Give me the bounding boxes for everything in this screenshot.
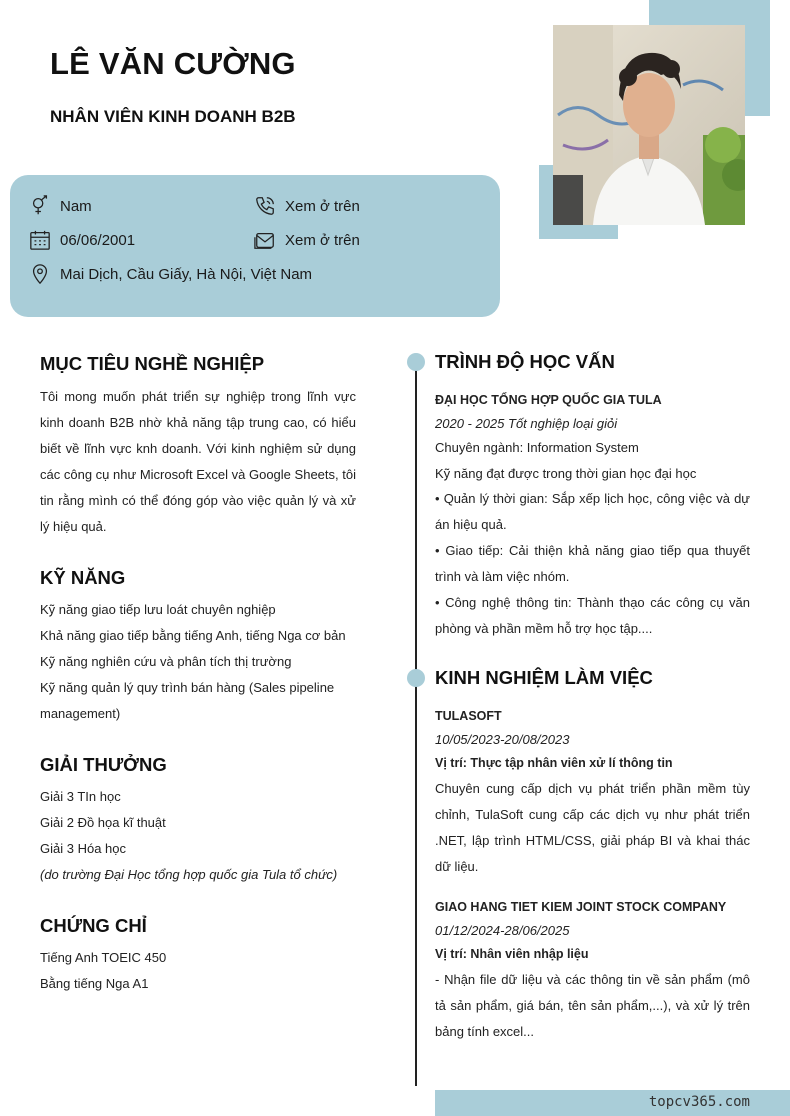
candidate-name: LÊ VĂN CƯỜNG [50,46,296,81]
skill-item: management) [40,706,121,721]
contact-birthday [29,229,135,251]
job-role: Vị trí: Nhân viên nhập liệu [435,947,589,961]
job-role: Vị trí: Thực tập nhân viên xử lí thông tin [435,756,673,770]
phone-icon [254,195,276,217]
certificate-item: Tiếng Anh TOEIC 450 [40,950,167,965]
skill-item: Kỹ năng giao tiếp lưu loát chuyên nghiệp [40,602,276,617]
address-value: Mai Dịch, Cầu Giấy, Hà Nội, Việt Nam [60,265,313,283]
skill-item: Khả năng giao tiếp bằng tiếng Anh, tiếng Nga cơ bản [40,628,346,643]
watermark: topcv365.com [648,1094,750,1110]
skill-item: Kỹ năng quản lý quy trình bán hàng (Sales pipeline [40,680,335,695]
job-period: 01/12/2024-28/06/2025 [435,923,570,938]
award-item: Giải 3 Hóa học [40,841,126,856]
skill-item: Kỹ năng nghiên cứu và phân tích thị trường [40,654,292,669]
location-icon [29,263,51,285]
contact-phone [254,195,360,217]
awards-title: GIẢI THƯỞNG [40,754,167,775]
certificates-title: CHỨNG CHỈ [40,915,147,936]
job-company: GIAO HANG TIET KIEM JOINT STOCK COMPANY [435,900,727,914]
education-skills-intro: Kỹ năng đạt được trong thời gian học đại học [435,466,697,481]
job-period: 10/05/2023-20/08/2023 [435,732,570,747]
calendar-icon [29,229,51,251]
phone-value: Xem ở trên [285,197,360,215]
skills-title: KỸ NĂNG [40,567,126,588]
job-company: TULASOFT [435,709,502,723]
contact-email [254,229,360,251]
contact-info-box [10,175,500,317]
award-note: (do trường Đại Học tổng hợp quốc gia Tula tổ chức) [40,867,338,882]
certificate-item: Bằng tiếng Nga A1 [40,976,149,991]
timeline-line [415,362,417,1086]
job-position: NHÂN VIÊN KINH DOANH B2B [50,107,296,126]
education-major: Chuyên ngành: Information System [435,440,639,455]
birthday-value: 06/06/2001 [60,231,136,249]
objective-title: MỤC TIÊU NGHỀ NGHIỆP [40,353,265,374]
education-school: ĐẠI HỌC TỔNG HỢP QUỐC GIA TULA [435,393,662,407]
job-description: - Nhận file dữ liệu và các thông tin về sản phẩm (mô tả sản phẩm, giá bán, tên sản phẩm,...), và xử lý trên bảng tính excel... [435,972,750,1039]
job-description: Chuyên cung cấp dịch vụ phát triển phần mềm tùy chỉnh, TulaSoft cung cấp các dịch vụ như phát triển .NET, lập trình HTML/CSS, giải pháp BI và khai thác dữ liệu. [435,781,750,874]
award-item: Giải 2 Đồ họa kĩ thuật [40,815,166,830]
contact-gender [29,195,92,217]
timeline-dot [407,353,425,371]
award-item: Giải 3 TIn học [40,789,121,804]
footer-bar [435,1090,790,1116]
profile-photo [553,25,745,225]
education-period: 2020 - 2025 Tốt nghiệp loại giỏi [435,416,618,431]
objective-text: Tôi mong muốn phát triển sự nghiệp trong lĩnh vực kinh doanh B2B nhờ khả năng tập trung cao, có hiểu biết về lĩnh vực knh doanh. Với kinh nghiệm sử dụng các công cụ như Microsoft Excel và Google Sheets, tôi tin rằng mình có thể đóng góp vào việc quản lý và xử lý hiệu quả. [40,389,356,534]
email-icon [254,229,276,251]
timeline-dot [407,669,425,687]
experience-title: KINH NGHIỆM LÀM VIỆC [435,667,653,688]
education-title: TRÌNH ĐỘ HỌC VẤN [435,351,615,372]
gender-icon [29,195,51,217]
email-value: Xem ở trên [285,231,360,249]
gender-value: Nam [60,197,92,215]
contact-address [29,263,312,285]
education-details: • Quản lý thời gian: Sắp xếp lịch học, công việc và dự án hiệu quả. • Giao tiếp: Cải thiện khả năng giao tiếp qua thuyết trình và làm việc nhóm. • Công nghệ thông tin: Thành thạo các công cụ văn phòng và phần mềm hỗ trợ học tập.... [435,491,750,636]
